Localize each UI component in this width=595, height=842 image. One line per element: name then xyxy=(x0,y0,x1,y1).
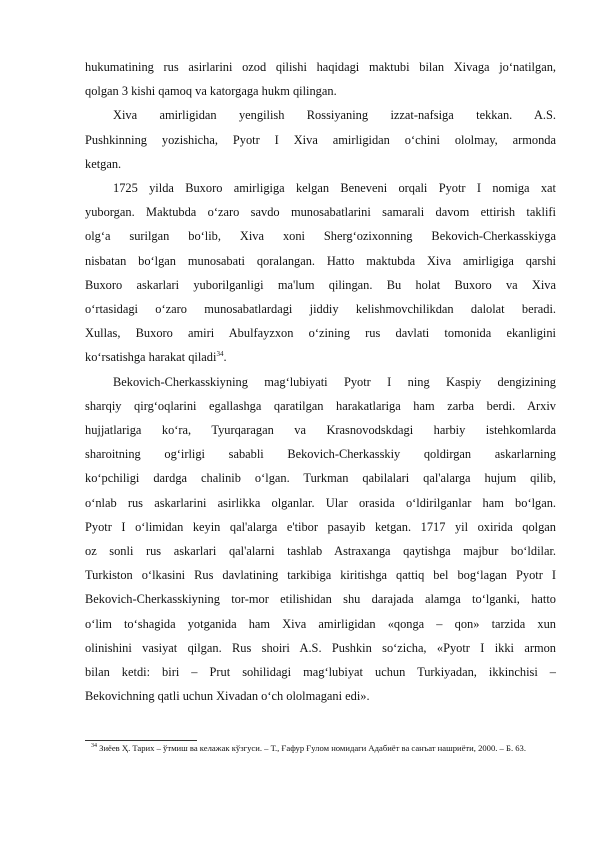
text-line xyxy=(85,370,556,394)
line-text: Pyotr I o‘limidan keyin qal'alarga e'tibor pasayib ketgan. 1717 yil oxirida qolgan xyxy=(85,519,556,534)
text-line xyxy=(85,587,556,611)
line-text: ko‘pchiligi dardga chalinib o‘lgan. Turkman qabilalari qal'alarga hujum qilib, xyxy=(85,471,556,486)
line-text: ketgan. xyxy=(85,156,122,171)
line-text: 1725 yilda Buxoro amirligiga kelgan Beneveni orqali Pyotr I nomiga xat xyxy=(113,181,556,196)
line-text: Turkiston o‘lkasini Rus davlatining tarkibiga kiritishga qattiq bel bog‘lagan Pyotr I xyxy=(85,568,556,583)
text-line xyxy=(85,55,556,79)
line-text: nisbatan bo‘lgan munosabati qoralangan. Hatto maktubda Xiva amirligiga qarshi xyxy=(85,253,556,268)
footnote-ref: 34 xyxy=(216,350,224,359)
line-text: o‘lim to‘shagida yotganida ham Xiva amirligidan «qonga – qon» tarzida xun xyxy=(85,616,556,631)
text-line xyxy=(85,128,556,152)
document-body xyxy=(85,55,556,708)
text-line xyxy=(85,321,556,345)
line-text: olinishini vasiyat qilgan. Rus shoiri A.S. Pushkin so‘zicha, «Pyotr I ikki armon xyxy=(85,640,556,655)
line-text: ko‘rsatishga harakat qiladi xyxy=(85,350,217,365)
text-line xyxy=(85,103,556,127)
line-text: sharqiy qirg‘oqlarini egallashga qaratilgan harakatlariga ham zarba berdi. Arxiv xyxy=(85,398,556,413)
line-text: hukumatining rus asirlarini ozod qilishi haqidagi maktubi bilan Xivaga jo‘natilgan, xyxy=(85,60,556,74)
text-line xyxy=(85,394,556,418)
text-line xyxy=(85,152,556,176)
text-line xyxy=(85,200,556,224)
footnote xyxy=(85,742,556,755)
text-line xyxy=(85,466,556,490)
line-text: bilan ketdi: biri – Prut sohilidagi mag‘lubiyat uchun Turkiyadan, ikkinchisi – xyxy=(85,665,556,680)
line-text: qolgan 3 kishi qamoq va katorgaga hukm qilingan. xyxy=(85,84,337,99)
footnote-number: 34 xyxy=(91,743,97,750)
line-text: Bekovich-Cherkasskiyning tor-mor etilishidan shu darajada alamga to‘lganki, hatto xyxy=(85,592,556,607)
text-line xyxy=(85,612,556,636)
text-line xyxy=(85,660,556,684)
footnote-text: Зиёев Ҳ. Тарих – ўтмиш ва келажак кўзгуси. – Т., Ғафур Ғулом номидаги Адабиёт ва санъат нашриёти, 2000. – Б. 63. xyxy=(97,743,526,753)
line-text: Bekovichning qatli uchun Xivadan o‘ch ololmagani edi». xyxy=(85,689,370,704)
text-line xyxy=(85,563,556,587)
line-text: Bekovich-Cherkasskiyning mag‘lubiyati Pyotr I ning Kaspiy dengizining xyxy=(113,374,556,389)
text-line xyxy=(85,273,556,297)
text-line: ko‘rsatishga harakat qiladi$^{34}$. xyxy=(85,350,227,365)
line-text: oz sonli rus askarlari qal'alarni tashlab Astraxanga qaytishga majbur bo‘ldilar. xyxy=(85,544,556,559)
text-line xyxy=(85,636,556,660)
text-line xyxy=(85,224,556,248)
text-line xyxy=(85,539,556,563)
line-text: o‘nlab rus askarlarini asirlikka olganlar. Ular orasida o‘ldirilganlar ham bo‘lgan. xyxy=(85,495,556,510)
line-text: Pushkinning yozishicha, Pyotr I Xiva amirligidan o‘chini ololmay, armonda xyxy=(85,132,556,147)
text-line xyxy=(85,297,556,321)
text-line xyxy=(85,684,556,708)
text-line xyxy=(85,418,556,442)
line-text: yuborgan. Maktubda o‘zaro savdo munosabatlarini samarali davom ettirish taklifi xyxy=(85,205,556,220)
line-text: o‘rtasidagi o‘zaro munosabatlardagi jiddiy kelishmovchilikdan dalolat beradi. xyxy=(85,302,556,317)
line-text: hujjatlariga ko‘ra, Tyurqaragan va Krasnovodskdagi harbiy istehkomlarda xyxy=(85,423,556,438)
line-text: olg‘a surilgan bo‘lib, Xiva xoni Sherg‘ozixonning Bekovich-Cherkasskiyga xyxy=(85,229,556,244)
footnote-separator xyxy=(85,740,197,741)
line-text: Buxoro askarlari yuborilganligi ma'lum qilingan. Bu holat Buxoro va Xiva xyxy=(85,277,556,292)
text-line xyxy=(85,442,556,466)
line-text: sharoitning og‘irligi sababli Bekovich-Cherkasskiy qoldirgan askarlarning xyxy=(85,447,556,462)
line-text: Xiva amirligidan yengilish Rossiyaning izzat-nafsiga tekkan. A.S. xyxy=(113,108,556,123)
text-line xyxy=(85,176,556,200)
text-line xyxy=(85,515,556,539)
text-line xyxy=(85,79,556,103)
text-line xyxy=(85,491,556,515)
line-text: Xullas, Buxoro amiri Abulfayzxon o‘zining rus davlati tomonida ekanligini xyxy=(85,326,556,341)
text-line xyxy=(85,249,556,273)
